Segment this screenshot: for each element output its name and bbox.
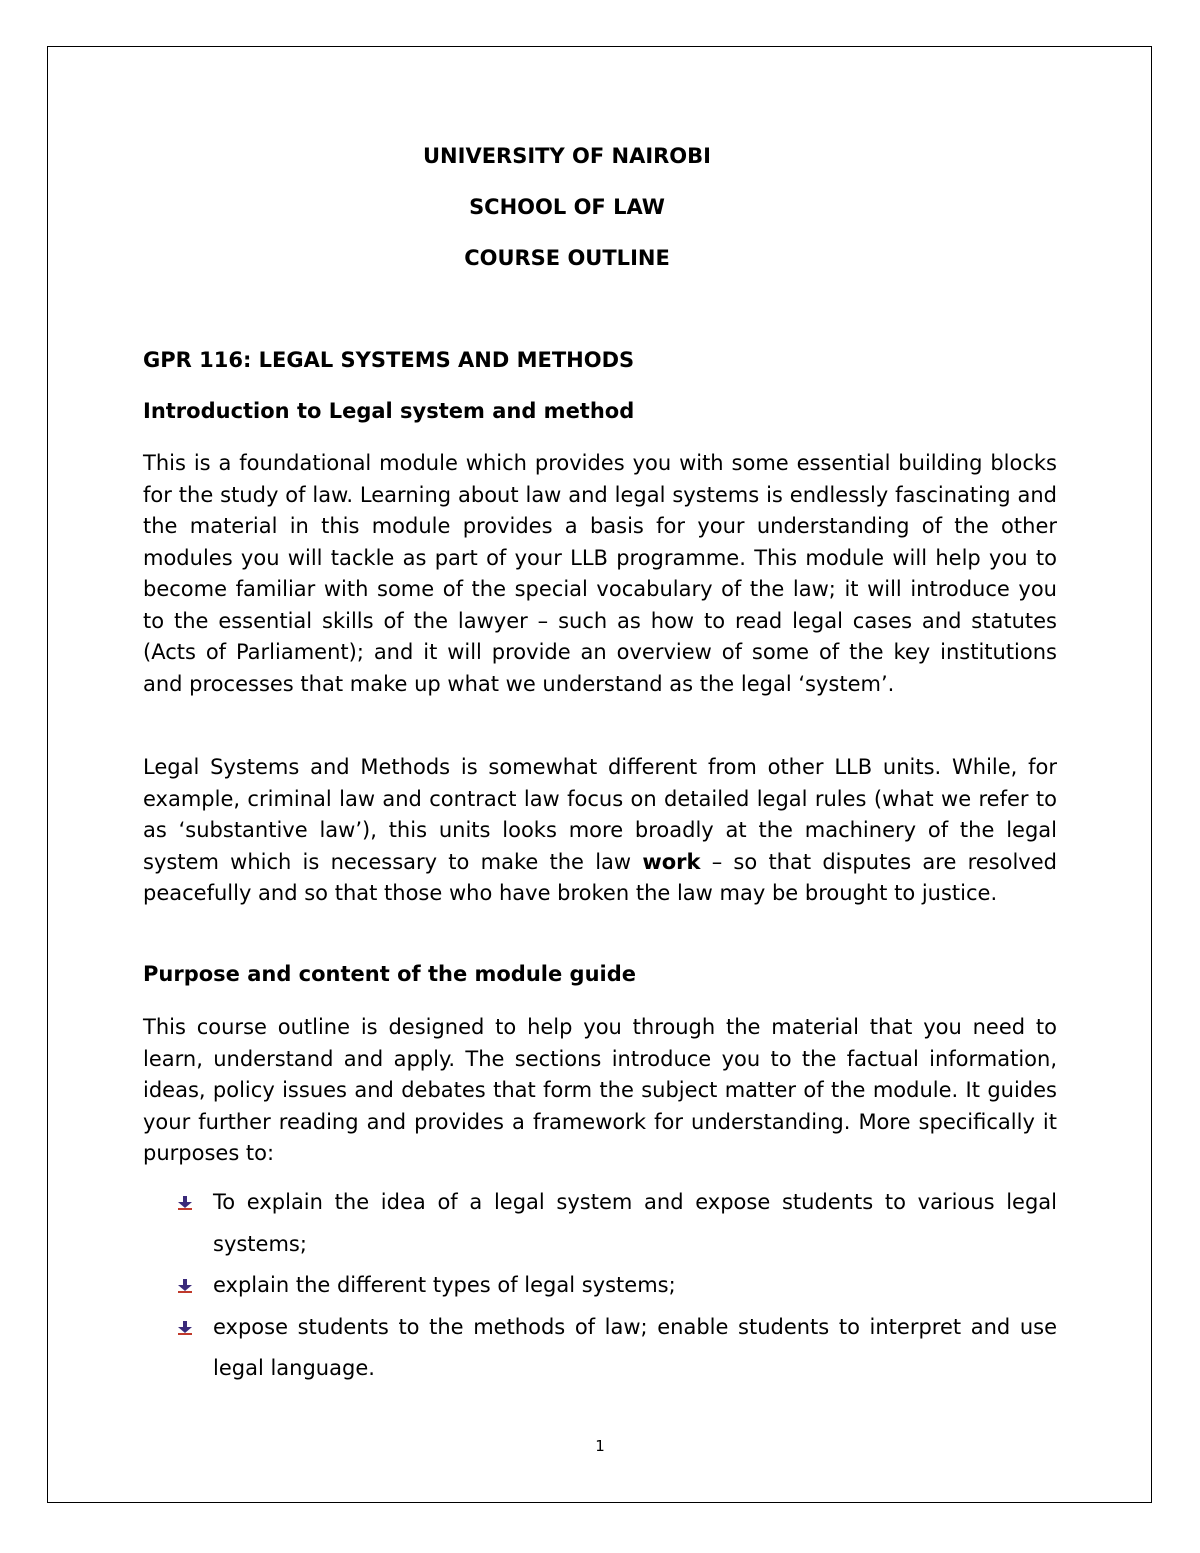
arrow-down-bullet-icon [177,1195,193,1211]
page-number: 1 [595,1437,605,1455]
list-item [177,1307,1057,1390]
paragraph-2-text-after: – so that disputes are resolved peacefully and so that those who have broken the law may be brought to justice. [143,849,1057,905]
introduction-heading: Introduction to Legal system and method [143,399,635,423]
purpose-heading: Purpose and content of the module guide [143,962,636,986]
purpose-bullet-list [177,1182,1057,1390]
purpose-paragraph: This course outline is designed to help you through the material that you need to learn, understand and apply. The sections introduce you to the factual information, ideas, policy issues and debates that form the subject matter of the module. It guides your further reading and provides a framework for understanding. More specifically it purposes to: [143,1015,1057,1165]
list-item [177,1182,1057,1265]
document-type-title: COURSE OUTLINE [464,246,670,270]
list-item [177,1265,1057,1307]
paragraph-2-text-before: Legal Systems and Methods is somewhat different from other LLB units. While, for example, criminal law and contract law focus on detailed legal rules (what we refer to as ‘substantive law’), this units looks more broadly at the machinery of the legal system which is necessary to make the law [143,755,1057,874]
introduction-paragraph-1: This is a foundational module which provides you with some essential building blocks for the study of law. Learning about law and legal systems is endlessly fascinating and the material in this module provides a basis for your understanding of the other modules you will tackle as part of your LLB programme. This module will help you to become familiar with some of the special vocabulary of the law; it will introduce you to the essential skills of the lawyer – such as how to read legal cases and statutes (Acts of Parliament); and it will provide an overview of some of the key institutions and processes that make up what we understand as the legal ‘system’. [143,451,1057,696]
arrow-down-bullet-icon [177,1320,193,1336]
school-title: SCHOOL OF LAW [469,195,665,219]
paragraph-2-bold-word: work [642,849,701,874]
bullet-text: expose students to the methods of law; enable students to interpret and use legal language. [213,1314,1057,1380]
arrow-down-bullet-icon [177,1278,193,1294]
introduction-paragraph-2 [143,752,1057,910]
bullet-text: To explain the idea of a legal system and expose students to various legal systems; [213,1190,1057,1256]
bullet-text: explain the different types of legal systems; [213,1273,676,1297]
course-title: GPR 116: LEGAL SYSTEMS AND METHODS [143,348,635,372]
university-title: UNIVERSITY OF NAIROBI [423,144,711,168]
